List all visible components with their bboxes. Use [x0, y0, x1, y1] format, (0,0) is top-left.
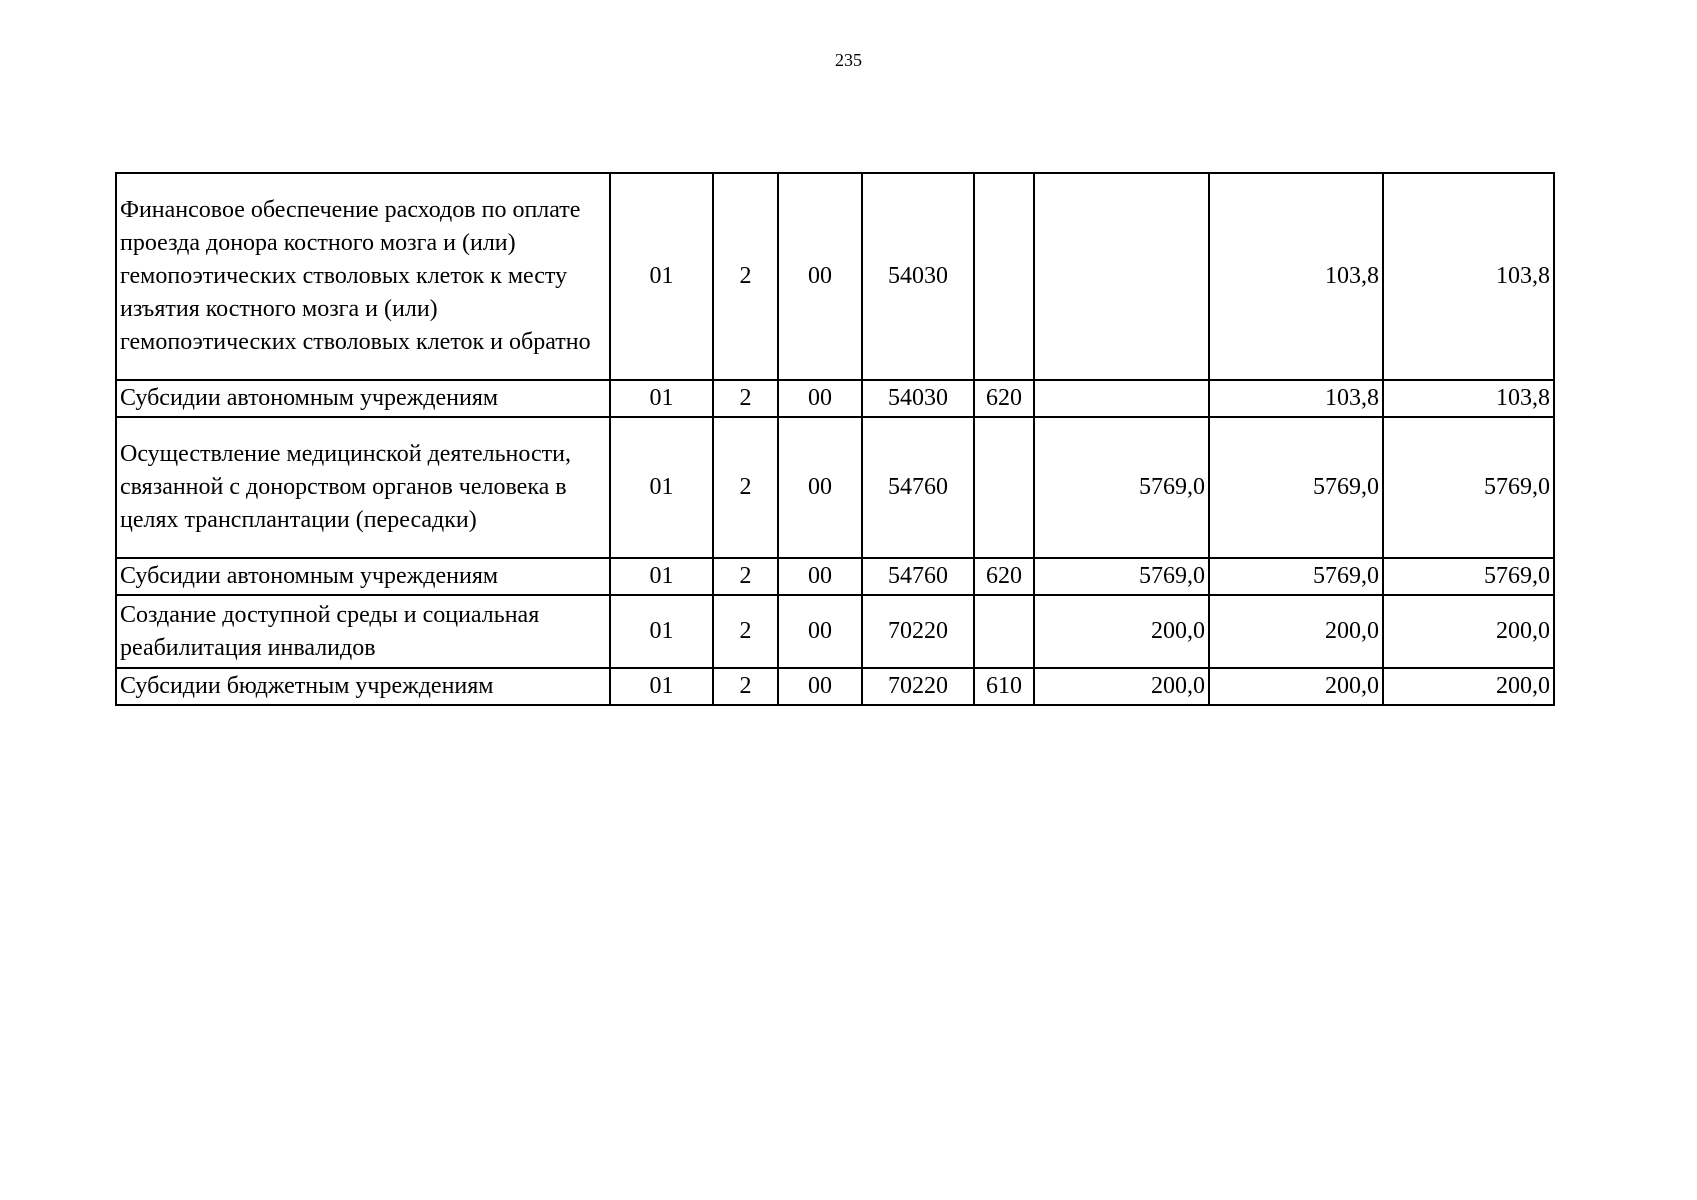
amount-2-cell: 200,0	[1209, 595, 1383, 668]
subprogram-code-cell: 00	[778, 595, 862, 668]
program-code-cell: 2	[713, 595, 778, 668]
amount-3-cell: 200,0	[1383, 595, 1554, 668]
amount-3-cell: 5769,0	[1383, 417, 1554, 558]
direction-code-cell: 70220	[862, 595, 974, 668]
amount-2-cell: 5769,0	[1209, 558, 1383, 595]
section-code-cell: 01	[610, 558, 713, 595]
row-name-cell: Субсидии бюджетным учреждениям	[116, 668, 610, 705]
page-number: 235	[835, 50, 862, 70]
subprogram-code-cell: 00	[778, 417, 862, 558]
row-name-cell: Субсидии автономным учреждениям	[116, 558, 610, 595]
amount-3-cell: 103,8	[1383, 380, 1554, 417]
direction-code-cell: 54760	[862, 417, 974, 558]
amount-1-cell: 200,0	[1034, 595, 1209, 668]
amount-1-cell	[1034, 173, 1209, 380]
row-name-cell: Создание доступной среды и социальная реабилитация инвалидов	[116, 595, 610, 668]
expense-type-cell: 620	[974, 558, 1034, 595]
row-name-cell: Осуществление медицинской деятельности, связанной с донорством органов человека в целях трансплантации (пересадки)	[116, 417, 610, 558]
table-row	[116, 558, 1554, 595]
amount-1-cell: 5769,0	[1034, 417, 1209, 558]
subprogram-code-cell: 00	[778, 173, 862, 380]
section-code-cell: 01	[610, 173, 713, 380]
table-row	[116, 380, 1554, 417]
expense-type-cell	[974, 417, 1034, 558]
section-code-cell: 01	[610, 417, 713, 558]
subprogram-code-cell: 00	[778, 558, 862, 595]
subprogram-code-cell: 00	[778, 380, 862, 417]
table-row	[116, 417, 1554, 558]
section-code-cell: 01	[610, 595, 713, 668]
amount-2-cell: 5769,0	[1209, 417, 1383, 558]
expense-type-cell	[974, 173, 1034, 380]
expense-type-cell: 620	[974, 380, 1034, 417]
program-code-cell: 2	[713, 668, 778, 705]
table-row	[116, 668, 1554, 705]
direction-code-cell: 54030	[862, 173, 974, 380]
program-code-cell: 2	[713, 380, 778, 417]
amount-3-cell: 200,0	[1383, 668, 1554, 705]
amount-3-cell: 103,8	[1383, 173, 1554, 380]
amount-1-cell: 200,0	[1034, 668, 1209, 705]
subprogram-code-cell: 00	[778, 668, 862, 705]
program-code-cell: 2	[713, 173, 778, 380]
amount-1-cell: 5769,0	[1034, 558, 1209, 595]
row-name-cell: Субсидии автономным учреждениям	[116, 380, 610, 417]
amount-2-cell: 103,8	[1209, 380, 1383, 417]
table-row	[116, 173, 1554, 380]
amount-2-cell: 200,0	[1209, 668, 1383, 705]
direction-code-cell: 54760	[862, 558, 974, 595]
section-code-cell: 01	[610, 668, 713, 705]
row-name-cell: Финансовое обеспечение расходов по оплате проезда донора костного мозга и (или) гемопоэтических стволовых клеток к месту изъятия костного мозга и (или) гемопоэтических стволовых клеток и обратно	[116, 173, 610, 380]
table-row	[116, 595, 1554, 668]
section-code-cell: 01	[610, 380, 713, 417]
amount-3-cell: 5769,0	[1383, 558, 1554, 595]
amount-2-cell: 103,8	[1209, 173, 1383, 380]
program-code-cell: 2	[713, 417, 778, 558]
expense-type-cell: 610	[974, 668, 1034, 705]
budget-table	[115, 172, 1555, 706]
expense-type-cell	[974, 595, 1034, 668]
program-code-cell: 2	[713, 558, 778, 595]
amount-1-cell	[1034, 380, 1209, 417]
direction-code-cell: 54030	[862, 380, 974, 417]
direction-code-cell: 70220	[862, 668, 974, 705]
